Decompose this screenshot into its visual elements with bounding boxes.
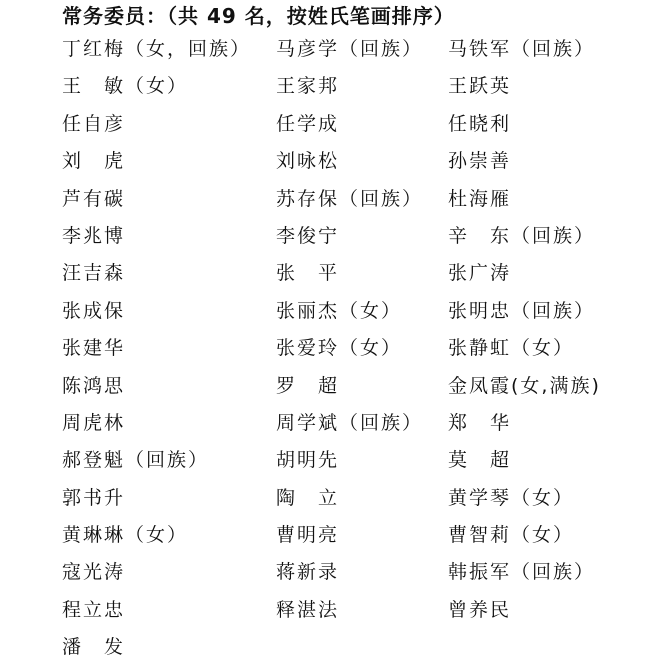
name-row: [62, 409, 642, 446]
name-row: [62, 185, 642, 222]
member-name: 郭书升: [62, 486, 126, 509]
member-name: 郑 华: [448, 411, 512, 434]
member-name: 陈鸿思: [62, 374, 126, 397]
member-name-list: [62, 35, 642, 671]
member-name: 马彦学（回族）: [276, 38, 424, 60]
member-name: 蒋新录: [276, 561, 340, 584]
member-name: 寇光涛: [62, 561, 126, 584]
member-name: 张爱玲（女）: [276, 337, 403, 360]
name-row: [62, 558, 642, 595]
member-name: 韩振军（回族）: [448, 561, 596, 584]
name-row: [62, 297, 642, 334]
member-name: 王家邦: [276, 75, 340, 98]
member-name: 任学成: [276, 112, 340, 135]
member-name: 释湛法: [276, 598, 340, 621]
member-name: 刘 虎: [62, 150, 126, 173]
member-name: 程立忠: [62, 598, 126, 621]
member-name: 张 平: [276, 262, 340, 285]
member-name: 丁红梅（女，回族）: [62, 38, 252, 60]
member-name: 曹智莉（女）: [448, 524, 575, 547]
member-name: 刘咏松: [276, 150, 340, 173]
member-name: 张广涛: [448, 262, 512, 285]
name-row: [62, 633, 642, 670]
member-name: 罗 超: [276, 374, 340, 397]
member-name: 曹明亮: [276, 524, 340, 547]
name-row: [62, 259, 642, 296]
member-name: 孙崇善: [448, 150, 512, 173]
member-name: 张建华: [62, 337, 126, 360]
member-name: 潘 发: [62, 636, 126, 659]
member-name: 张成保: [62, 299, 126, 322]
member-name: 任晓利: [448, 112, 512, 135]
member-name: 杜海雁: [448, 187, 512, 210]
member-name: 王 敏（女）: [62, 75, 189, 98]
name-row: [62, 521, 642, 558]
member-name: 辛 东（回族）: [448, 224, 596, 247]
section-heading: 常务委员：（共 49 名，按姓氏笔画排序）: [62, 4, 455, 28]
member-name: 胡明先: [276, 449, 340, 472]
member-name: 王跃英: [448, 75, 512, 98]
member-name: 莫 超: [448, 449, 512, 472]
member-name: 汪吉森: [62, 262, 126, 285]
name-row: [62, 596, 642, 633]
member-name: 陶 立: [276, 486, 340, 509]
member-name: 任自彦: [62, 112, 126, 135]
name-row: [62, 334, 642, 371]
member-name: 苏存保（回族）: [276, 187, 424, 210]
member-name: 黄学琴（女）: [448, 486, 575, 509]
member-name: 李兆博: [62, 224, 126, 247]
member-name: 曾养民: [448, 598, 512, 621]
member-name: 芦有碳: [62, 187, 126, 210]
name-row: [62, 372, 642, 409]
name-row: [62, 446, 642, 483]
member-name: 张明忠（回族）: [448, 299, 596, 322]
member-name: 张丽杰（女）: [276, 299, 403, 322]
member-name: 马铁军（回族）: [448, 38, 596, 60]
member-name: 金凤霞(女,满族): [448, 374, 601, 397]
name-row: [62, 110, 642, 147]
name-row: [62, 35, 642, 72]
name-row: [62, 484, 642, 521]
member-name: 黄琳琳（女）: [62, 524, 189, 547]
name-row: [62, 72, 642, 109]
name-row: [62, 222, 642, 259]
member-name: 周虎林: [62, 411, 126, 434]
member-name: 李俊宁: [276, 224, 340, 247]
member-name: 张静虹（女）: [448, 337, 575, 360]
member-name: 周学斌（回族）: [276, 411, 424, 434]
member-name: 郝登魁（回族）: [62, 449, 210, 472]
name-row: [62, 147, 642, 184]
